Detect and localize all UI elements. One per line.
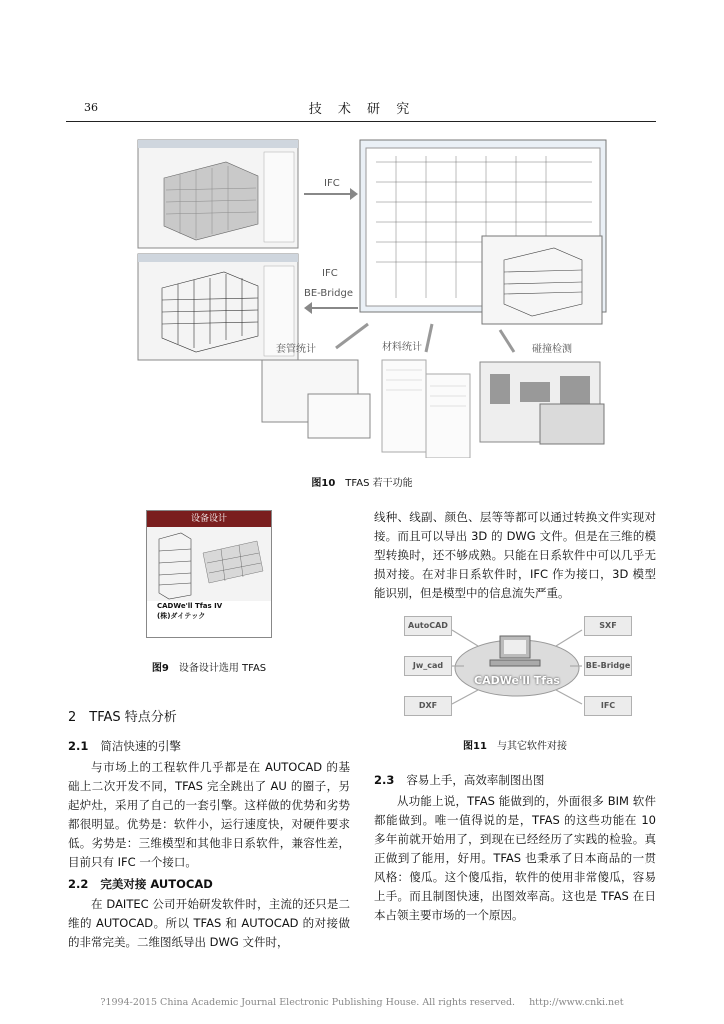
figure-9	[146, 510, 272, 638]
subsection-2-3-heading	[374, 772, 656, 788]
subsection-2-2-title: 完美对接 AUTOCAD	[100, 877, 213, 891]
ifc-label-top: IFC	[324, 178, 340, 189]
subsection-2-2-paragraph: 在 DAITEC 公司开始研发软件时，主流的还只是二维的 AUTOCAD。所以 TFAS 和 AUTOCAD 的对接做的非常完美。二维图纸导出 DWG 文件时，	[68, 897, 350, 949]
figure-11-caption-text: 与其它软件对接	[496, 741, 567, 752]
sleeve-statistics-label: 套管统计	[276, 344, 316, 355]
subsection-2-1-title: 简洁快速的引擎	[100, 739, 181, 753]
journal-section-title: 技 术 研 究	[308, 102, 416, 117]
node-autocad: AutoCAD	[404, 616, 452, 636]
figure-9-banner: 设备设计	[147, 511, 271, 527]
figure-11-caption	[374, 737, 656, 752]
page-number: 36	[84, 101, 98, 114]
right-column-paragraph-1	[374, 508, 656, 603]
subsection-2-1-heading	[68, 738, 350, 754]
subsection-2-3-paragraph: 从功能上说，TFAS 能做到的，外面很多 BIM 软件都能做到。唯一值得说的是，TFAS 的这些功能在 10 多年前就开始用了，到现在已经经历了实践的检验。真正做到了能用，好用。TFAS 也秉承了日本商品的一贯风格：傻瓜。这个傻瓜指，软件的使用非常傻瓜，容易上手。而且制图快速，出图效率高。这也是 TFAS 在日本占领主要市场的一个原因。	[374, 794, 656, 922]
figure-10	[136, 138, 608, 458]
node-sxf: SXF	[584, 616, 632, 636]
figure-9-product-line1: CADWe'll Tfas IV	[157, 602, 223, 610]
subsection-2-2-heading	[68, 876, 350, 892]
section-2-heading: 2 TFAS 特点分析	[68, 710, 177, 725]
figure-10-number: 图10	[311, 478, 336, 489]
subsection-2-2-number: 2.2	[68, 877, 89, 891]
figure-9-number: 图9	[151, 663, 169, 674]
subsection-2-1-paragraph: 与市场上的工程软件几乎都是在 AUTOCAD 的基础上二次开发不同，TFAS 完全跳出了 AU 的圈子，另起炉灶，采用了自己的一套引擎。这样做的优势和劣势都很明显。优势是：软件小，运行速度快，对硬件要求低。劣势是：三维模型和其他非日系软件，兼容性差，目前只有 IFC 一个接口。	[68, 760, 350, 869]
subsection-2-3-title: 容易上手，高效率制图出图	[406, 773, 545, 787]
paragraph-continuation: 线种、线副、颜色、层等等都可以通过转换文件实现对接。而且可以导出 3D 的 DWG 文件。但是在三维的模型转换时，还不够成熟。只能在日系软件中可以几乎无损对接。在对非日系软件时，IFC 作为接口，3D 模型能识别，但是模型中的信息流失严重。	[374, 510, 656, 600]
node-dxf: DXF	[404, 696, 452, 716]
header-rule	[66, 121, 656, 122]
figure-11-number: 图11	[463, 741, 487, 752]
subsection-2-3-number: 2.3	[374, 773, 395, 787]
subsection-2-2-body	[68, 895, 350, 952]
figure-10-caption-text: TFAS 若干功能	[345, 478, 413, 489]
figure-9-caption	[68, 659, 350, 674]
node-be-bridge: BE-Bridge	[584, 656, 632, 676]
node-jw-cad: Jw_cad	[404, 656, 452, 676]
footer-url[interactable]: http://www.cnki.net	[529, 997, 624, 1008]
subsection-2-1-body	[68, 758, 350, 872]
figure-11	[404, 612, 630, 718]
figure-11-center-label: CADWe'll Tfas	[474, 674, 560, 687]
node-ifc: IFC	[584, 696, 632, 716]
ifc-label-bottom: IFC	[322, 268, 338, 279]
footer-copyright: ?1994-2015 China Academic Journal Electronic Publishing House. All rights reserved.	[100, 997, 516, 1008]
subsection-2-1-number: 2.1	[68, 739, 89, 753]
be-bridge-label: BE-Bridge	[304, 288, 354, 299]
figure-9-caption-text: 设备设计选用 TFAS	[178, 663, 267, 674]
figure-9-graphic	[147, 527, 271, 601]
figure-10-graphic	[136, 138, 608, 458]
material-statistics-label: 材料统计	[382, 342, 422, 353]
figure-9-product-line2: (株)ダイテック	[157, 612, 206, 620]
collision-detection-label: 碰撞检测	[532, 344, 572, 355]
footer	[0, 997, 724, 1008]
figure-10-caption	[0, 474, 724, 489]
subsection-2-3-body	[374, 792, 656, 925]
